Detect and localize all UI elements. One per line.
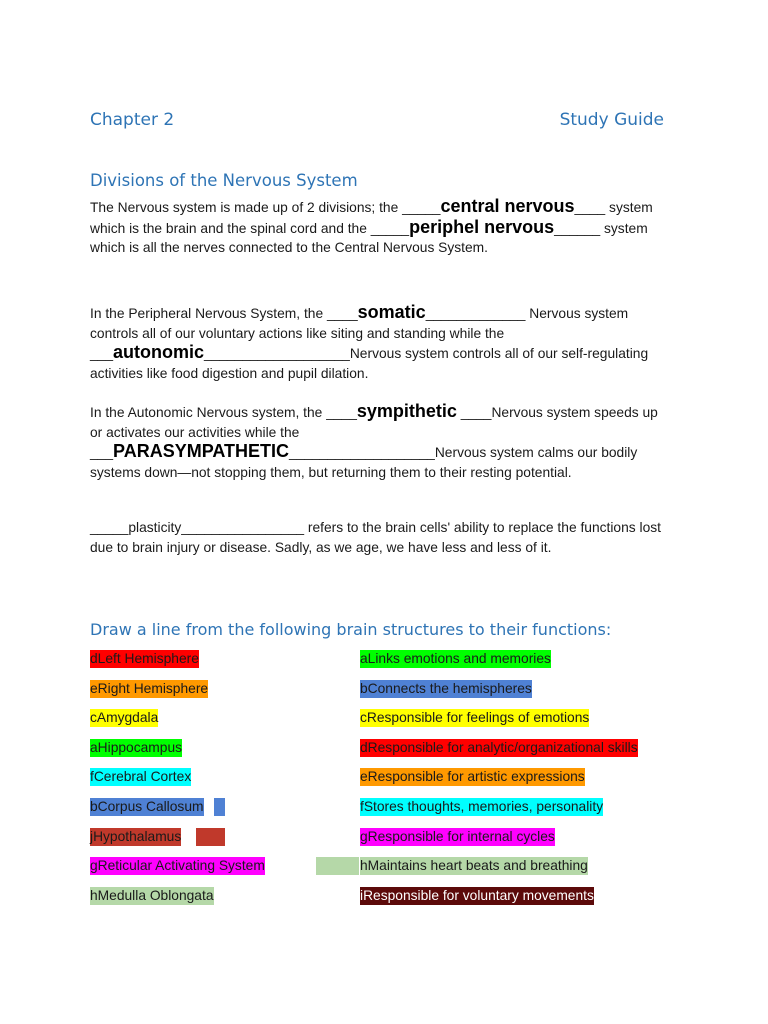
p1-text-2: ____ system which is the brain and the spinal cord and the _____ (90, 200, 653, 236)
p3-text-2: ____Nervous system speeds up or activates our activities while the ___ (90, 405, 658, 460)
brain-function-item: eResponsible for artistic expressions (360, 769, 585, 785)
section-title-matching: Draw a line from the following brain structures to their functions: (90, 620, 612, 639)
brain-function-item: hMaintains heart beats and breathing (360, 858, 588, 874)
chapter-label: Chapter 2 (90, 110, 175, 130)
matching-row (90, 887, 690, 907)
brain-function-item: bConnects the hemispheres (360, 680, 532, 696)
brain-structure-item: eRight Hemisphere (90, 680, 209, 696)
matching-row (90, 857, 690, 877)
paragraph-plasticity: _____plasticity________________ refers to the brain cells' ability to replace the functions lost due to brain injury or disease. Sadly, as we age, we have less and less of it. (90, 520, 661, 555)
brain-function-item: aLinks emotions and memories (360, 651, 551, 666)
brain-function-item: cResponsible for feelings of emotions (360, 710, 590, 726)
paragraph-peripheral (90, 303, 672, 383)
brain-function-item: gResponsible for internal cycles (360, 828, 555, 844)
p1-text-1: The Nervous system is made up of 2 divisions; the _____ (90, 200, 441, 215)
brain-function-item: fStores thoughts, memories, personality (360, 799, 604, 814)
answer-central-nervous: central nervous (440, 196, 575, 216)
answer-somatic: somatic (357, 302, 426, 322)
brain-structure-item: cAmygdala (90, 710, 159, 726)
matching-row (90, 828, 690, 848)
section-title-divisions: Divisions of the Nervous System (90, 171, 358, 190)
p2-text-1: In the Peripheral Nervous System, the ____ (90, 306, 358, 321)
matching-row (90, 709, 690, 729)
study-guide-label: Study Guide (559, 110, 664, 130)
brain-structure-item: fCerebral Cortex (90, 769, 192, 785)
paragraph-autonomic (90, 402, 672, 482)
highlight-swatch (214, 798, 225, 816)
highlight-swatch (196, 828, 225, 846)
matching-row (90, 768, 690, 788)
p3-text-1: In the Autonomic Nervous system, the ____ (90, 405, 357, 420)
brain-function-item: dResponsible for analytic/organizational skills (360, 739, 638, 755)
brain-structure-item: hMedulla Oblongata (90, 887, 214, 903)
answer-peripheral-nervous: periphel nervous (409, 216, 555, 237)
matching-row (90, 739, 690, 759)
brain-structure-item: aHippocampus (90, 739, 183, 755)
answer-autonomic: autonomic (113, 342, 205, 362)
p2-text-2: _____________ Nervous system controls all of our voluntary actions like siting and standing while the ___ (90, 306, 629, 361)
answer-sympathetic: sympithetic (356, 401, 457, 421)
brain-structure-item: gReticular Activating System (90, 858, 265, 874)
highlight-swatch (316, 857, 359, 875)
matching-row (90, 650, 690, 670)
matching-row (90, 798, 690, 818)
p3-text-3: ___________________Nervous system calms our bodily systems down—not stopping them, but returning them to their resting potential. (90, 445, 638, 480)
brain-function-item: iResponsible for voluntary movements (360, 887, 594, 903)
p1-text-3: ______ system which is all the nerves connected to the Central Nervous System. (90, 220, 648, 255)
matching-row (90, 680, 690, 700)
brain-structure-item: bCorpus Callosum (90, 799, 204, 814)
brain-structure-item: dLeft Hemisphere (90, 651, 199, 666)
paragraph-divisions (90, 197, 672, 258)
p2-text-3: ___________________Nervous system controls all of our self-regulating activities like food digestion and pupil dilation. (90, 346, 649, 381)
answer-parasympathetic: PARASYMPATHETIC (113, 441, 290, 461)
brain-structure-item: jHypothalamus (90, 828, 182, 844)
